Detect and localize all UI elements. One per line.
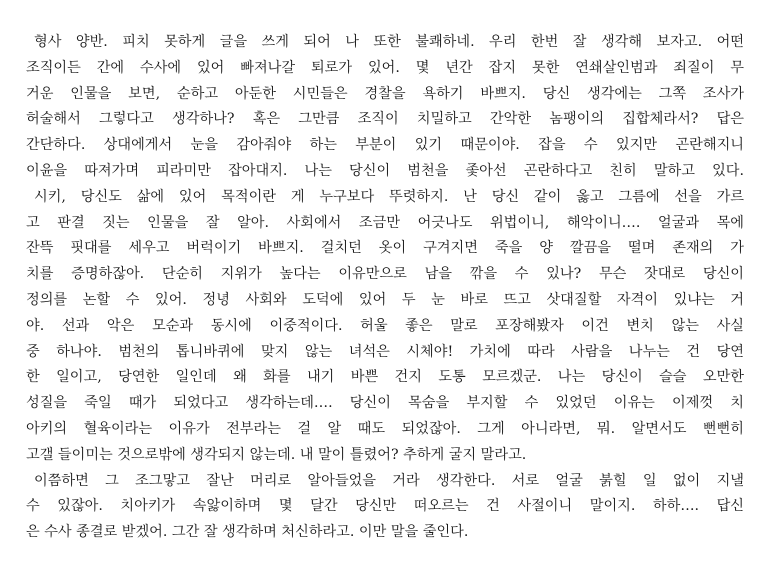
text-line-4: 허술해서 그렇다고 생각하나? 혹은 그만큼 조직이 치밀하고 간악한 놈팽이의 집합체라서? 답은 [26, 111, 744, 128]
text-line-8: 고 판결 짓는 인물을 잘 알아. 사회에서 조금만 어긋나도 위법이니, 해악이니…. 얼굴과 목에 [26, 214, 744, 231]
text-line-14: 한 일이고, 당연한 일인데 왜 화를 내기 바쁜 건지 도통 모르겠군. 나는 당신이 슬슬 오만한 [26, 369, 744, 386]
text-line-11: 정의를 논할 수 있어. 정녕 사회와 도덕에 있어 두 눈 바로 뜨고 삿대질할 자격이 있냐는 거 [26, 291, 744, 308]
text-line-20: 은 수사 종결로 받겠어. 그간 잘 생각하며 처신하라고. 이만 말을 줄인다. [26, 524, 469, 541]
text-line-2: 조직이든 간에 수사에 있어 빠져나갈 퇴로가 있어. 몇 년간 잡지 못한 연쇄살인범과 죄질이 무 [26, 59, 744, 76]
text-line-5: 간단하다. 상대에게서 눈을 감아줘야 하는 부분이 있기 때문이야. 잡을 수 있지만 곤란해지니 [26, 137, 744, 154]
text-line-13: 중 하나야. 범천의 톱니바퀴에 맞지 않는 녀석은 시체야! 가치에 따라 사람을 나누는 건 당연 [26, 343, 744, 360]
text-line-17: 고갤 들이미는 것으로밖에 생각되지 않는데. 내 말이 틀렸어? 추하게 굴지 말라고. [26, 446, 527, 463]
text-line-1: 형사 양반. 피치 못하게 글을 쓰게 되어 나 또한 불쾌하네. 우리 한번 잘 생각해 보자고. 어떤 [34, 34, 744, 50]
text-line-6: 이윤을 따져가며 피라미만 잡아대지. 나는 당신이 범천을 좇아선 곤란하다고 친히 말하고 있다. [26, 162, 744, 179]
text-line-18: 이쯤하면 그 조그맣고 잘난 머리로 알아들었을 거라 생각한다. 서로 얼굴 붉힐 일 없이 지낼 [34, 472, 744, 489]
text-line-3: 거운 인물을 보면, 순하고 아둔한 시민들은 경찰을 욕하기 바쁘지. 당신 생각에는 그쪽 조사가 [26, 85, 744, 102]
text-line-19: 수 있잖아. 치아키가 속앓이하며 몇 달간 당신만 떠오르는 건 사절이니 말이지. 하하…. 답신 [26, 498, 744, 515]
text-line-15: 성질을 죽일 때가 되었다고 생각하는데…. 당신이 목숨을 부지할 수 있었던 이유는 이제껏 치 [26, 395, 744, 412]
text-line-9: 잔뜩 핏대를 세우고 버럭이기 바쁘지. 걸치던 옷이 구겨지면 죽을 양 깔끔을 떨며 존재의 가 [26, 240, 744, 257]
letter-body [26, 30, 744, 546]
text-line-16: 아키의 혈육이라는 이유가 전부라는 걸 알 때도 되었잖아. 그게 아니라면, 뭐. 알면서도 뻔뻔히 [26, 420, 744, 437]
text-line-7: 시키, 당신도 삶에 있어 목적이란 게 누구보다 뚜렷하지. 난 당신 같이 옳고 그름에 선을 가르 [34, 188, 744, 205]
text-line-12: 야. 선과 악은 모순과 동시에 이중적이다. 허울 좋은 말로 포장해봤자 이건 변치 않는 사실 [26, 317, 744, 334]
text-line-10: 치를 증명하잖아. 단순히 지위가 높다는 이유만으로 남을 깎을 수 있나? 무슨 잣대로 당신이 [26, 266, 744, 283]
